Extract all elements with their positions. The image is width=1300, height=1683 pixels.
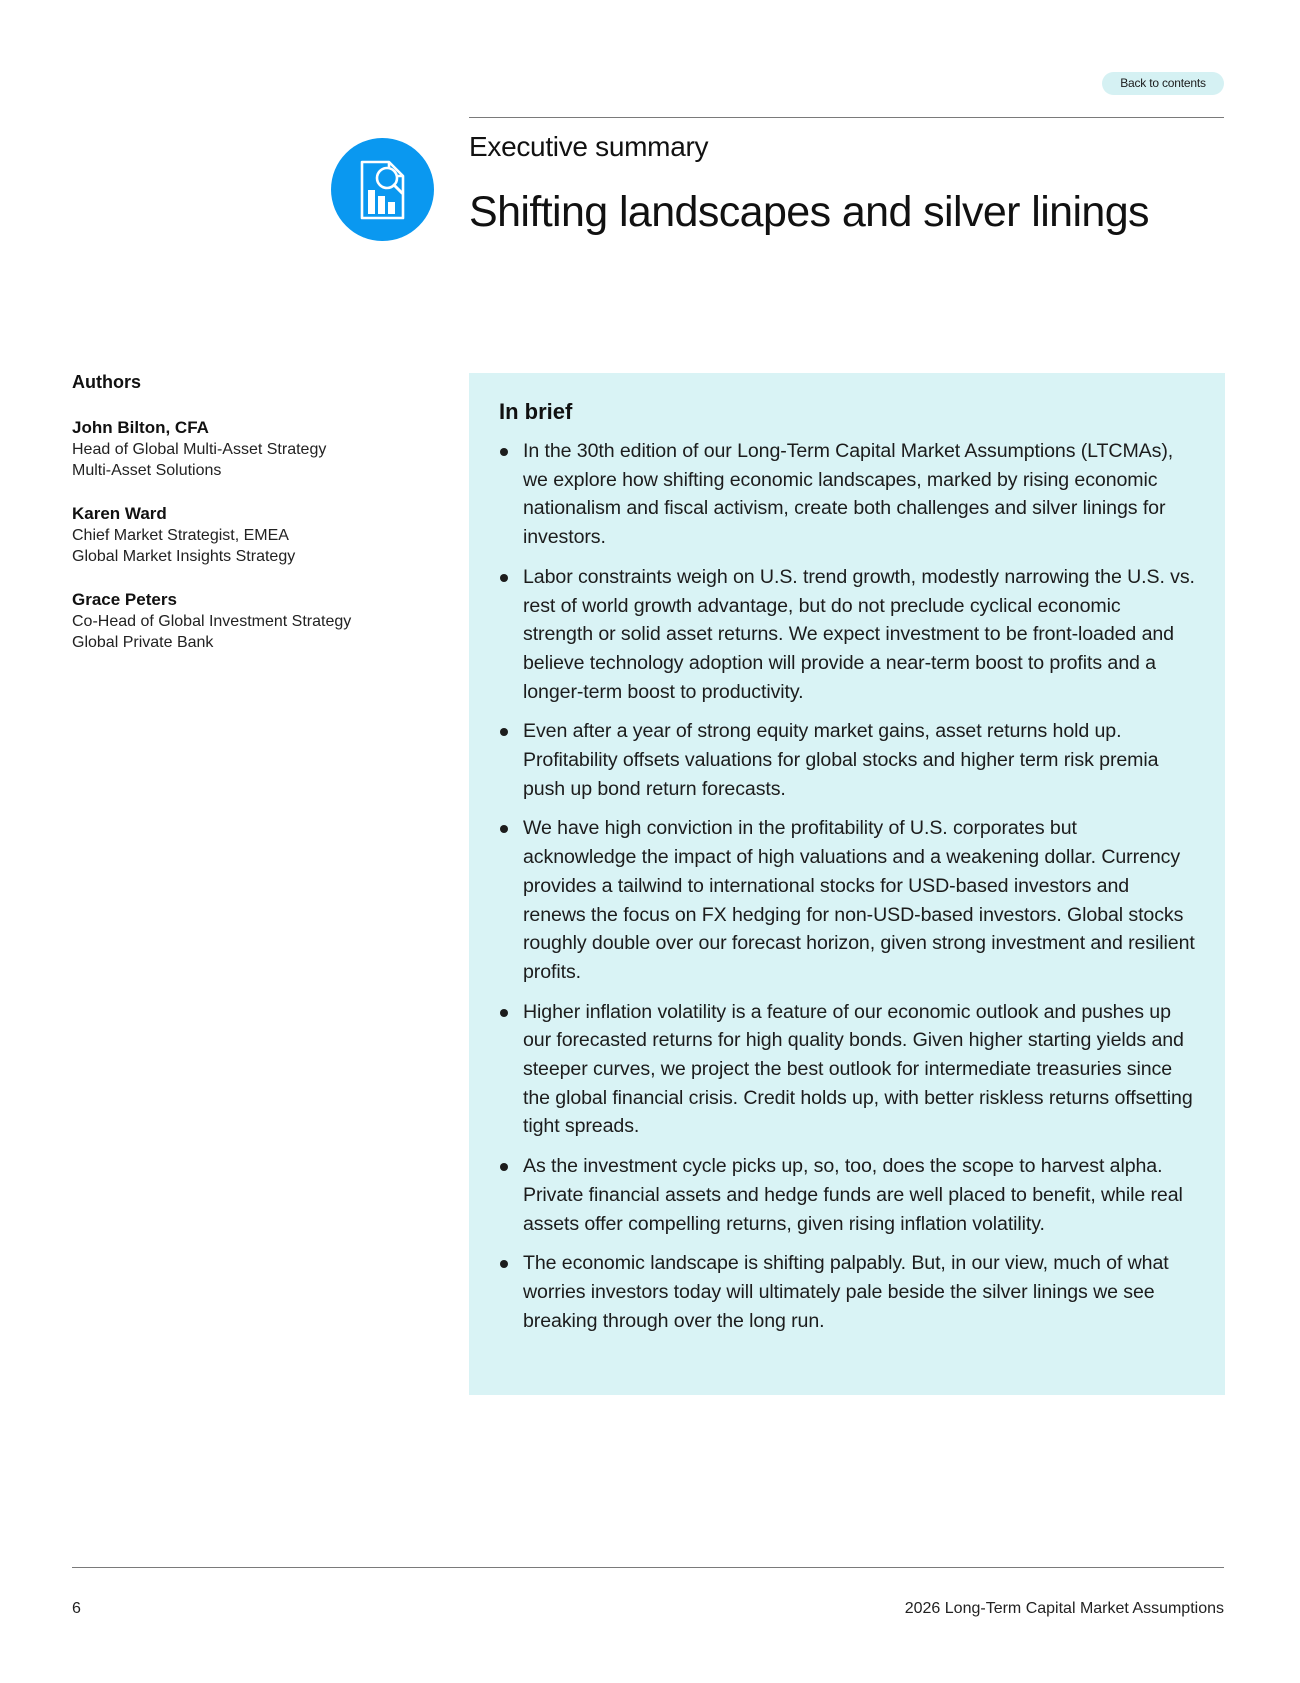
author-role: Co-Head of Global Investment Strategy xyxy=(72,613,352,630)
author-entry xyxy=(72,589,432,653)
report-chart-icon xyxy=(331,138,434,241)
footer-divider xyxy=(72,1567,1224,1568)
in-brief-panel xyxy=(469,373,1225,1395)
section-label: Executive summary xyxy=(469,131,709,162)
list-item-text: The economic landscape is shifting palpably. But, in our view, much of what worries investors today will ultimately pale beside the silver linings we see breaking through over the long run. xyxy=(523,1252,1169,1332)
bullet-icon xyxy=(500,1260,508,1268)
author-name: Grace Peters xyxy=(72,590,177,609)
list-item xyxy=(499,998,1195,1142)
author-group: Multi-Asset Solutions xyxy=(72,462,222,479)
author-group: Global Market Insights Strategy xyxy=(72,548,296,565)
author-entry xyxy=(72,417,432,481)
publication-title: 2026 Long-Term Capital Market Assumptions xyxy=(904,1600,1224,1617)
list-item xyxy=(499,1152,1195,1238)
list-item xyxy=(499,814,1195,986)
in-brief-list xyxy=(499,437,1195,1335)
bullet-icon xyxy=(500,574,508,582)
list-item-text: Higher inflation volatility is a feature of our economic outlook and pushes up our forecasted returns for high quality bonds. Given higher starting yields and steeper curves, we project the best outlook for intermediate treasuries since the global financial crisis. Credit holds up, with better riskless returns offsetting tight spreads. xyxy=(523,1000,1193,1138)
author-role: Head of Global Multi-Asset Strategy xyxy=(72,441,327,458)
page-number: 6 xyxy=(72,1600,81,1617)
list-item-text: As the investment cycle picks up, so, too, does the scope to harvest alpha. Private financial assets and hedge funds are well placed to benefit, while real assets offer compelling returns, given rising inflation volatility. xyxy=(523,1155,1183,1235)
list-item-text: Labor constraints weigh on U.S. trend growth, modestly narrowing the U.S. vs. rest of world growth advantage, but do not preclude cyclical economic strength or solid asset returns. We expect investment to be front-loaded and believe technology adoption will provide a near-term boost to profits and a longer-term boost to productivity. xyxy=(523,565,1195,703)
author-name: Karen Ward xyxy=(72,504,167,523)
author-entry xyxy=(72,503,432,567)
bullet-icon xyxy=(500,1163,508,1171)
in-brief-heading: In brief xyxy=(499,399,573,424)
bullet-icon xyxy=(500,448,508,456)
list-item xyxy=(499,1249,1195,1335)
list-item xyxy=(499,717,1195,803)
bullet-icon xyxy=(500,728,508,736)
author-group: Global Private Bank xyxy=(72,634,214,651)
bullet-icon xyxy=(500,825,508,833)
back-to-contents-button[interactable]: Back to contents xyxy=(1102,72,1224,95)
authors-sidebar xyxy=(72,372,432,675)
author-role: Chief Market Strategist, EMEA xyxy=(72,527,289,544)
list-item-text: We have high conviction in the profitability of U.S. corporates but acknowledge the impact of high valuations and a weakening dollar. Currency provides a tailwind to international stocks for USD-based investors and renews the focus on FX hedging for non-USD-based investors. Global stocks roughly double over our forecast horizon, given strong investment and resilient profits. xyxy=(523,817,1195,983)
authors-heading: Authors xyxy=(72,372,141,392)
bullet-icon xyxy=(500,1009,508,1017)
list-item xyxy=(499,437,1195,552)
author-name: John Bilton, CFA xyxy=(72,418,209,437)
header-divider xyxy=(469,117,1224,118)
page-title: Shifting landscapes and silver linings xyxy=(469,188,1149,236)
list-item-text: In the 30th edition of our Long-Term Capital Market Assumptions (LTCMAs), we explore how shifting economic landscapes, marked by rising economic nationalism and fiscal activism, create both challenges and silver linings for investors. xyxy=(523,440,1174,549)
list-item-text: Even after a year of strong equity market gains, asset returns hold up. Profitability offsets valuations for global stocks and higher term risk premia push up bond return forecasts. xyxy=(523,720,1159,800)
list-item xyxy=(499,563,1195,707)
